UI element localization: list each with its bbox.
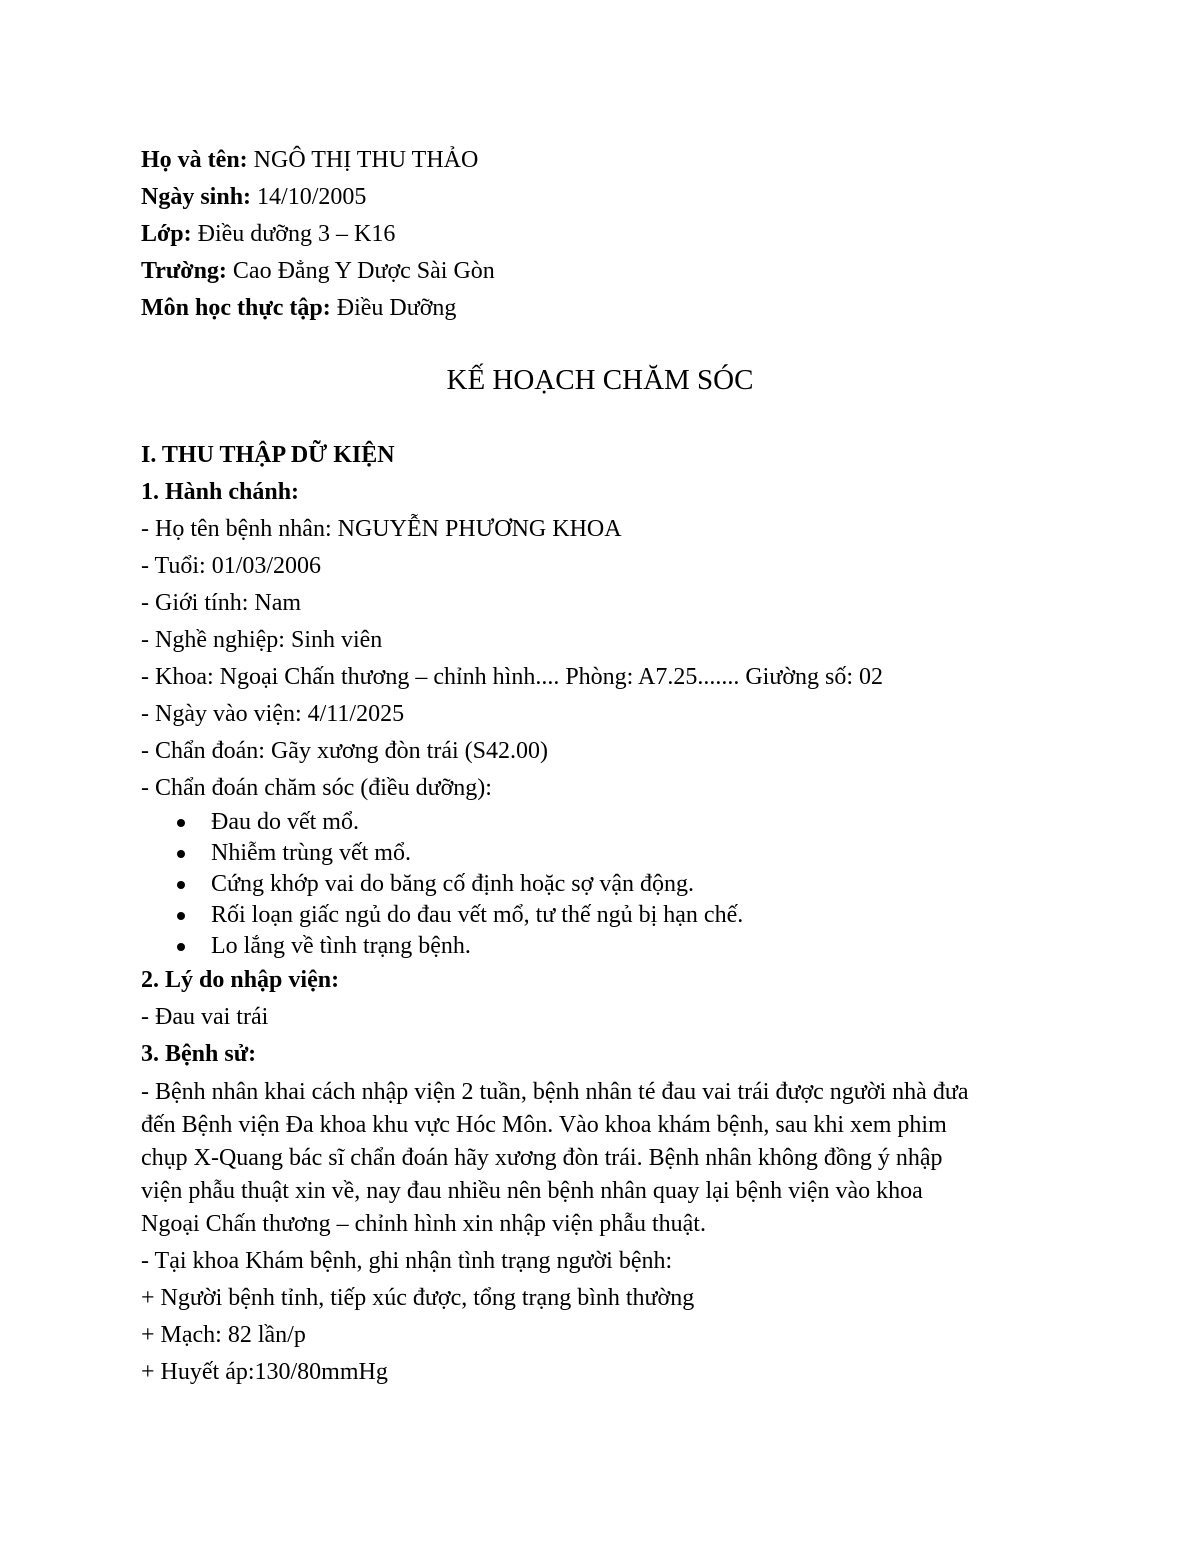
student-info	[141, 142, 495, 327]
student-class-row	[141, 216, 495, 253]
list-item-text: Nhiễm trùng vết mổ.	[211, 840, 411, 866]
student-name-row	[141, 142, 495, 179]
nursing-diagnosis-line: - Chẩn đoán chăm sóc (điều dưỡng):	[141, 775, 492, 801]
bullet-icon	[177, 881, 185, 889]
student-dob-value: 14/10/2005	[251, 184, 367, 210]
list-item-text: Đau do vết mổ.	[211, 809, 359, 835]
student-subject-label: Môn học thực tập:	[141, 295, 331, 321]
patient-admission-date-line: - Ngày vào viện: 4/11/2025	[141, 701, 405, 727]
list-item	[141, 807, 1061, 838]
nursing-diagnosis-list	[141, 807, 1061, 962]
student-school-label: Trường:	[141, 258, 227, 284]
subsection-heading-medical-history: 3. Bệnh sử:	[141, 1041, 257, 1067]
paragraph-line: Ngoại Chấn thương – chỉnh hình xin nhập viện phẫu thuật.	[141, 1211, 706, 1237]
student-class-label: Lớp:	[141, 221, 192, 247]
student-school-value: Cao Đẳng Y Dược Sài Gòn	[226, 258, 495, 284]
list-item	[141, 869, 1061, 900]
paragraph-line: đến Bệnh viện Đa khoa khu vực Hóc Môn. Vào khoa khám bệnh, sau khi xem phim	[141, 1112, 947, 1138]
paragraph-line: viện phẫu thuật xin về, nay đau nhiều nên bệnh nhân quay lại bệnh viện vào khoa	[141, 1178, 923, 1204]
patient-occupation-line: - Nghề nghiệp: Sinh viên	[141, 627, 383, 653]
list-item	[141, 931, 1061, 962]
document-title: KẾ HOẠCH CHĂM SÓC	[446, 364, 754, 396]
subsection-heading-administrative: 1. Hành chánh:	[141, 479, 300, 505]
list-item-text: Rối loạn giấc ngủ do đau vết mổ, tư thế ngủ bị hạn chế.	[211, 902, 744, 928]
list-item	[141, 900, 1061, 931]
admission-reason-line: - Đau vai trái	[141, 1004, 269, 1030]
bullet-icon	[177, 943, 185, 951]
document-body	[141, 437, 1061, 1391]
patient-age-line: - Tuổi: 01/03/2006	[141, 553, 322, 579]
bullet-icon	[177, 819, 185, 827]
bullet-icon	[177, 850, 185, 858]
student-dob-row	[141, 179, 495, 216]
list-item-text: Cứng khớp vai do băng cố định hoặc sợ vận động.	[211, 871, 694, 897]
subsection-heading-admission-reason: 2. Lý do nhập viện:	[141, 967, 340, 993]
patient-name-line: - Họ tên bệnh nhân: NGUYỄN PHƯƠNG KHOA	[141, 516, 622, 542]
exam-intro-line: - Tại khoa Khám bệnh, ghi nhận tình trạng người bệnh:	[141, 1248, 673, 1274]
patient-diagnosis-line: - Chẩn đoán: Gãy xương đòn trái (S42.00)	[141, 738, 548, 764]
medical-history-paragraph	[141, 1076, 1061, 1241]
bullet-icon	[177, 912, 185, 920]
patient-department-line: - Khoa: Ngoại Chấn thương – chỉnh hình.... Phòng: A7.25....... Giường số: 02	[141, 664, 884, 690]
patient-gender-line: - Giới tính: Nam	[141, 590, 302, 616]
student-dob-label: Ngày sinh:	[141, 184, 252, 210]
list-item-text: Lo lắng về tình trạng bệnh.	[211, 933, 471, 959]
paragraph-line: - Bệnh nhân khai cách nhập viện 2 tuần, bệnh nhân té đau vai trái được người nhà đưa	[141, 1079, 969, 1105]
exam-pulse-line: + Mạch: 82 lần/p	[141, 1322, 306, 1348]
exam-general-line: + Người bệnh tỉnh, tiếp xúc được, tổng trạng bình thường	[141, 1285, 695, 1311]
section-heading: I. THU THẬP DỮ KIỆN	[141, 442, 395, 468]
student-subject-row	[141, 290, 495, 327]
paragraph-line: chụp X-Quang bác sĩ chẩn đoán hãy xương đòn trái. Bệnh nhân không đồng ý nhập	[141, 1145, 943, 1171]
student-name-label: Họ và tên:	[141, 147, 248, 173]
student-subject-value: Điều Dưỡng	[330, 295, 457, 321]
list-item	[141, 838, 1061, 869]
exam-blood-pressure-line: + Huyết áp:130/80mmHg	[141, 1359, 388, 1385]
student-class-value: Điều dưỡng 3 – K16	[191, 221, 396, 247]
student-school-row	[141, 253, 495, 290]
student-name-value: NGÔ THỊ THU THẢO	[247, 147, 479, 173]
